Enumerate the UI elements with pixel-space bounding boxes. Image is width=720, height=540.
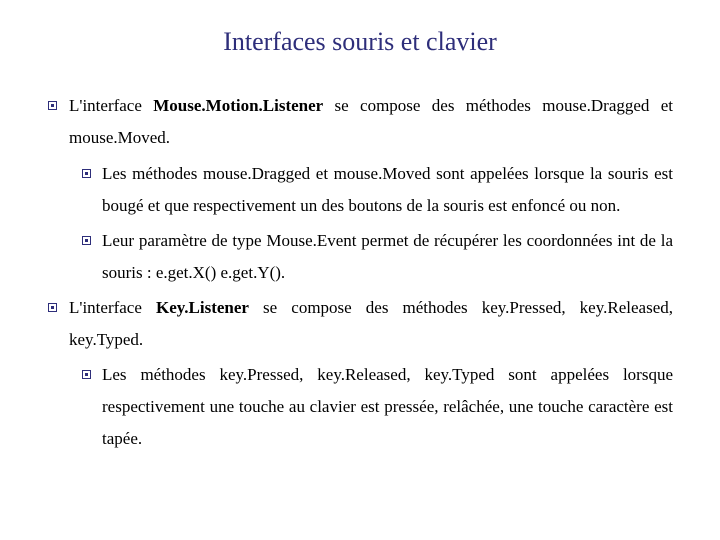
slide-title: Interfaces souris et clavier xyxy=(223,27,497,56)
bullet-suffix: se compose des méthodes mouse.Dragged et mouse.Moved. xyxy=(69,96,673,147)
interface-name: Mouse.Motion.Listener xyxy=(153,96,324,115)
square-bullet-icon xyxy=(82,236,91,245)
bullet-key-listener xyxy=(69,292,673,356)
bullet-prefix: L'interface xyxy=(69,96,154,115)
square-bullet-icon xyxy=(48,303,57,312)
bullet-suffix: se compose des méthodes key.Pressed, key.Released, key.Typed. xyxy=(69,298,673,349)
sub-bullet-dragged-moved: Les méthodes mouse.Dragged et mouse.Moved sont appelées lorsque la souris est bougé et que respectivement un des boutons de la souris est enfoncé ou non. xyxy=(102,164,673,215)
sub-bullet-key-methods: Les méthodes key.Pressed, key.Released, key.Typed sont appelées lorsque respectivement une touche au clavier est pressée, relâchée, une touche caractère est tapée. xyxy=(102,365,673,448)
sub-bullet-mouse-event: Leur paramètre de type Mouse.Event permet de récupérer les coordonnées int de la souris : e.get.X() e.get.Y(). xyxy=(102,231,673,282)
interface-name: Key.Listener xyxy=(155,298,249,317)
bullet-prefix: L'interface xyxy=(69,298,156,317)
square-bullet-icon xyxy=(82,370,91,379)
bullet-mouse-motion-listener xyxy=(69,90,673,154)
square-bullet-icon xyxy=(82,169,91,178)
square-bullet-icon xyxy=(48,101,57,110)
